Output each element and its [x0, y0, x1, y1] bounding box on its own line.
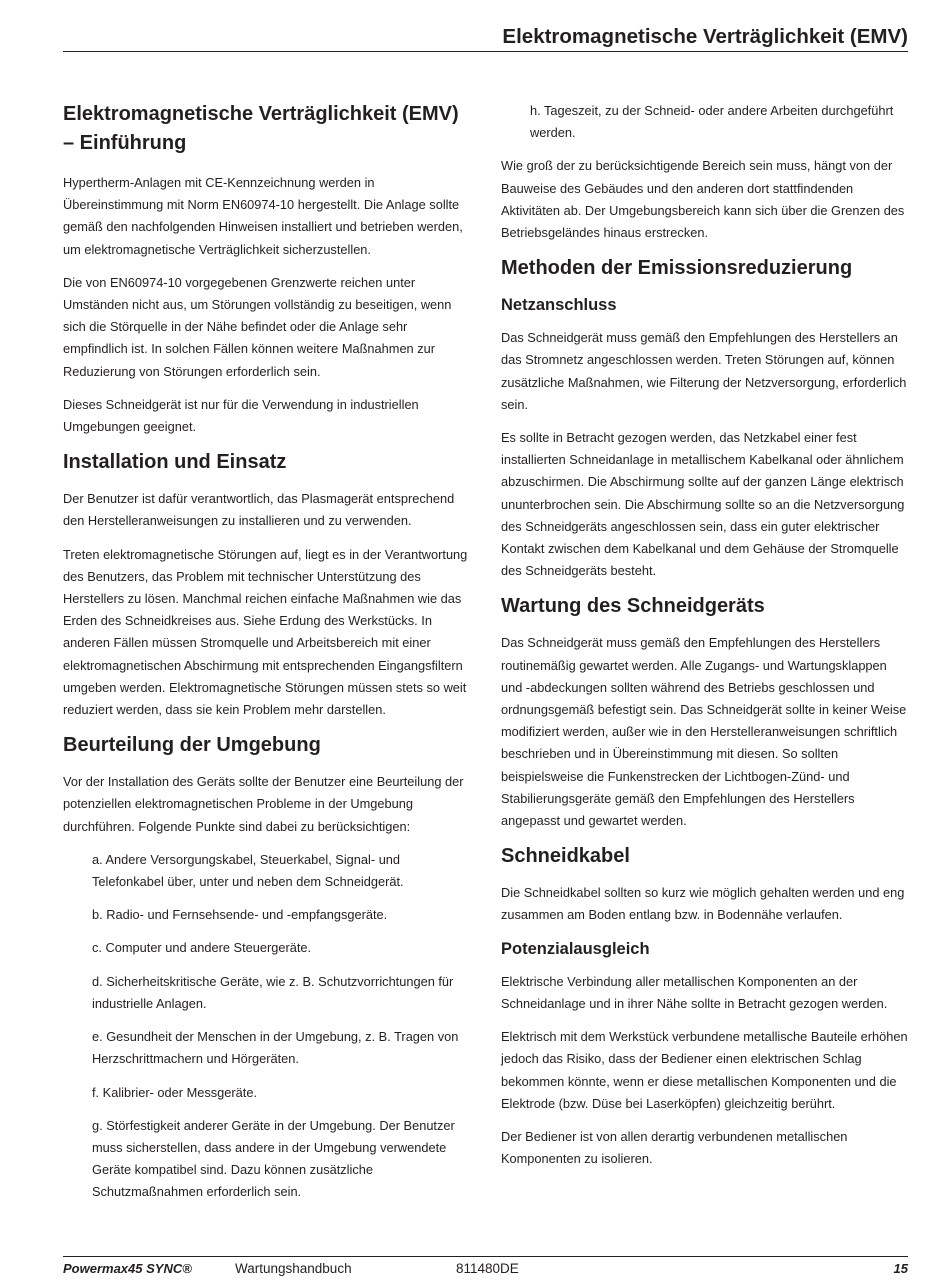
running-header-title: Elektromagnetische Verträglichkeit (EMV): [502, 25, 908, 48]
intro-paragraph-3: Dieses Schneidgerät ist nur für die Verwendung in industriellen Umgebungen geeignet.: [63, 396, 419, 435]
right-column: [501, 100, 911, 1181]
left-column: [63, 100, 473, 1215]
maintenance-heading: Wartung des Schneidgeräts: [501, 595, 765, 618]
intro-paragraph-1: Hypertherm-Anlagen mit CE-Kennzeichnung werden in Übereinstimmung mit Norm EN60974-10 hergestellt. Die Anlage sollte gemäß den nachfolgenden Hinweisen installiert und betrieben werden, um elektromagnetische Verträglichkeit sicherzustellen.: [63, 175, 463, 257]
footer-document-number: 811480DE: [456, 1261, 519, 1276]
mains-supply-subheading: Netzanschluss: [501, 296, 617, 315]
cutting-cables-paragraph: Die Schneidkabel sollten so kurz wie möglich gehalten werden und eng zusammen am Boden entlang bzw. in Bodennähe verlaufen.: [501, 885, 905, 923]
emission-methods-heading: Methoden der Emissionsreduzierung: [501, 257, 853, 280]
footer-manual-title: Wartungshandbuch: [235, 1261, 352, 1276]
installation-paragraph-2: Treten elektromagnetische Störungen auf, liegt es in der Verantwortung des Benutzers, das Problem mit technischer Unterstützung des Herstellers zu lösen. Manchmal reichen einfache Maßnahmen wie das Erden des Schneidkreises aus. Siehe Erdung des Werkstücks. In anderen Fällen müssen Stromquelle und Arbeitsbereich mit einer elektromagnetischen Abschirmung mit entsprechenden Eingangsfiltern umgeben werden. Elektromagnetische Störungen müssen stets so weit reduziert werden, dass sie kein Problem mehr darstellen.: [63, 546, 468, 718]
assessment-item-g: g. Störfestigkeit anderer Geräte in der Umgebung. Der Benutzer muss sicherstellen, dass andere in der Umgebung verwendete Geräte kompatibel sind. Dazu können zusätzliche Schutzmaßnahmen erforderlich sein.: [92, 1117, 455, 1200]
assessment-heading: Beurteilung der Umgebung: [63, 734, 321, 757]
intro-heading: Elektromagnetische Verträglichkeit (EMV) – Einführung: [63, 103, 459, 154]
assessment-paragraph: Vor der Installation des Geräts sollte der Benutzer eine Beurteilung der potenziellen elektromagnetischen Probleme in der Umgebung durchführen. Folgende Punkte sind dabei zu berücksichtigen:: [63, 774, 464, 834]
assessment-item-b: b. Radio- und Fernsehsende- und -empfangsgeräte.: [92, 907, 388, 923]
assessment-item-c: c. Computer und andere Steuergeräte.: [92, 940, 312, 956]
bonding-paragraph-3: Der Bediener ist von allen derartig verbundenen metallischen Komponenten zu isolieren.: [501, 1128, 848, 1167]
mains-paragraph-2: Es sollte in Betracht gezogen werden, das Netzkabel einer fest installierten Schneidanlage in metallischem Kabelkanal oder ähnlichem abzuschirmen. Die Abschirmung sollte auf der ganzen Länge elektrisch ununterbrochen sein. Die Abschirmung sollte so an die Netzversorgung des Schneidgeräts angeschlossen sein, dass ein guter elektrischer Kontakt zwischen dem Kabelkanal und dem Gehäuse der Stromquelle des Schneidgeräts besteht.: [501, 430, 905, 579]
page-footer: [63, 1259, 908, 1281]
area-paragraph: Wie groß der zu berücksichtigende Bereich sein muss, hängt von der Bauweise des Gebäudes und den anderen dort stattfindenden Aktivitäten ab. Der Umgebungsbereich kann sich über die Grenzen des Betriebsgeländes hinaus erstrecken.: [501, 158, 905, 241]
mains-paragraph-1: Das Schneidgerät muss gemäß den Empfehlungen des Herstellers an das Stromnetz angeschlossen werden. Treten Störungen auf, können zusätzliche Maßnahmen, wie Filterung der Netzversorgung, erforderlich sein.: [501, 330, 907, 412]
assessment-item-e: e. Gesundheit der Menschen in der Umgebung, z. B. Tragen von Herzschrittmachern und Hörgeräten.: [92, 1029, 459, 1067]
bonding-paragraph-1: Elektrische Verbindung aller metallischen Komponenten an der Schneidanlage und in ihrer Nähe sollte in Betracht gezogen werden.: [501, 973, 888, 1011]
bonding-paragraph-2: Elektrisch mit dem Werkstück verbundene metallische Bauteile erhöhen jedoch das Risiko, dass der Bediener einen elektrischen Schlag bekommen könnte, wenn er diese metallischen Komponenten und die Elektrode (bzw. Düse bei Laserköpfen) gleichzeitig berührt.: [501, 1029, 908, 1111]
assessment-item-h: h. Tageszeit, zu der Schneid- oder andere Arbeiten durchgeführt werden.: [530, 103, 894, 141]
bonding-subheading: Potenzialausgleich: [501, 939, 650, 958]
intro-paragraph-2: Die von EN60974-10 vorgegebenen Grenzwerte reichen unter Umständen nicht aus, um Störungen vollständig zu beseitigen, wenn sich die Störquelle in der Nähe befindet oder die Anlage sehr empfindlich ist. In solchen Fällen können weitere Maßnahmen zur Reduzierung von Störungen erforderlich sein.: [63, 274, 452, 379]
installation-heading: Installation und Einsatz: [63, 451, 287, 474]
footer-rule: [63, 1256, 908, 1257]
assessment-item-d: d. Sicherheitskritische Geräte, wie z. B. Schutzvorrichtungen für industrielle Anlagen.: [92, 973, 454, 1011]
header-rule: [63, 51, 908, 52]
assessment-item-a: a. Andere Versorgungskabel, Steuerkabel, Signal- und Telefonkabel über, unter und neben dem Schneidgerät.: [92, 851, 404, 890]
cutting-cables-heading: Schneidkabel: [501, 845, 630, 868]
installation-paragraph-1: Der Benutzer ist dafür verantwortlich, das Plasmagerät entsprechend den Herstelleranweisungen zu installieren und zu verwenden.: [63, 491, 455, 529]
footer-product-name: Powermax45 SYNC®: [63, 1261, 192, 1276]
maintenance-paragraph: Das Schneidgerät muss gemäß den Empfehlungen des Herstellers routinemäßig gewartet werden. Alle Zugangs- und Wartungsklappen und -abdeckungen sollten während des Betriebs geschlossen und ordnungsgemäß befestigt sein. Das Schneidgerät sollte in keiner Weise modifiziert werden, außer wie in den Herstelleranweisungen schriftlich beschrieben und in Übereinstimmung mit diesen. So sollten beispielsweise die Funkenstrecken der Lichtbogen-Zünd- und Stabilierungsgeräte gemäß den Empfehlungen des Herstellers angepasst und gewartet werden.: [501, 635, 907, 829]
footer-page-number: 15: [893, 1261, 908, 1276]
assessment-item-f: f. Kalibrier- oder Messgeräte.: [92, 1084, 258, 1100]
